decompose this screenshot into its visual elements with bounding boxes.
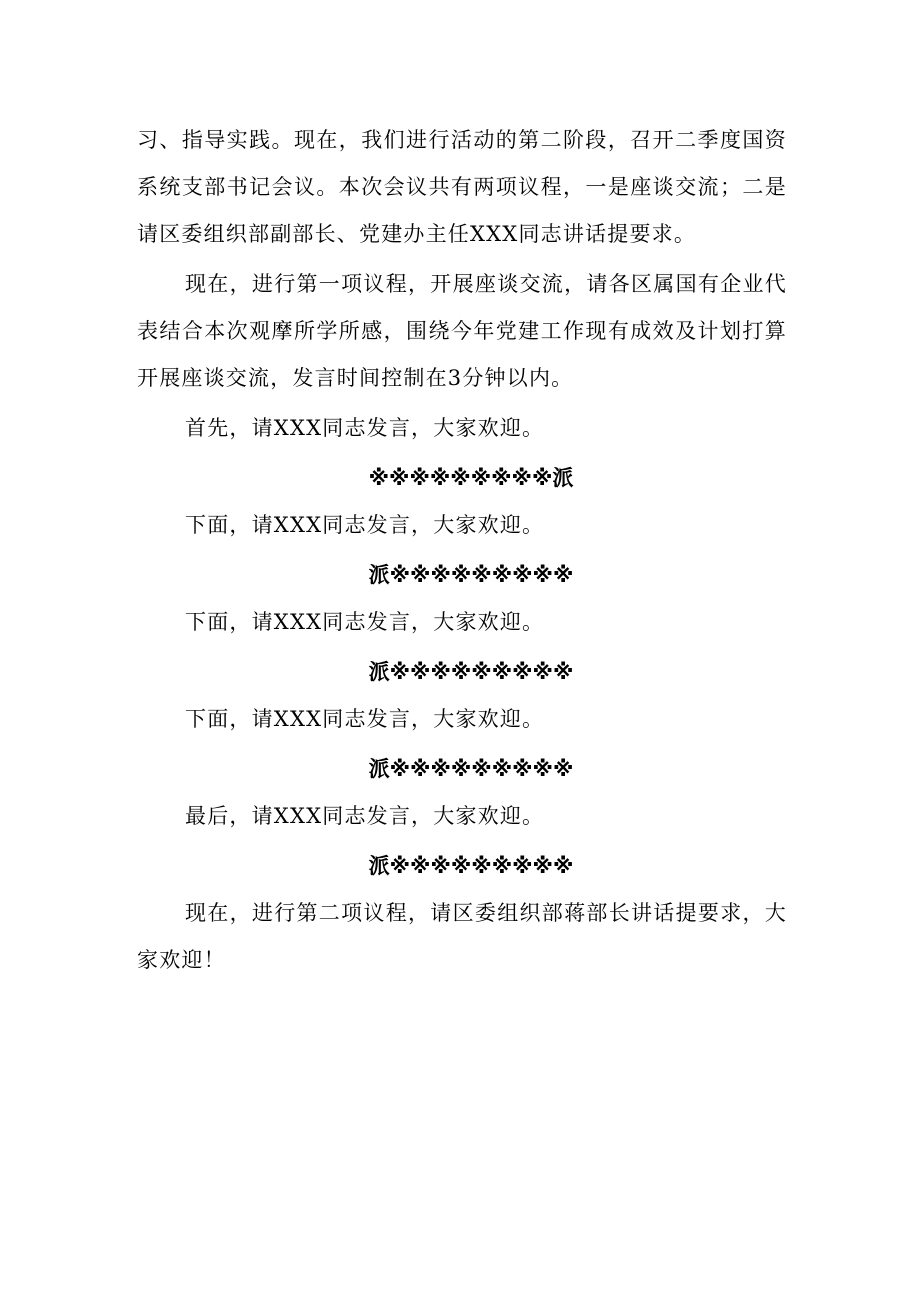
paragraph-last-speaker: 最后，请XXX同志发言，大家欢迎。 [185,804,545,828]
separator-line: 派※※※※※※※※※ [368,660,574,684]
paragraph-closing: 现在，进行第二项议程，请区委组织部蒋部长讲话提要求，大家欢迎！ [137,901,787,972]
separator-line: 派※※※※※※※※※ [368,757,574,781]
paragraph-speaker: 下面，请XXX同志发言，大家欢迎。 [185,707,545,731]
paragraph-speaker: 下面，请XXX同志发言，大家欢迎。 [185,610,545,634]
document-body [137,117,787,984]
separator-line: ※※※※※※※※※派 [368,466,574,490]
separator-line: 派※※※※※※※※※ [368,563,574,587]
paragraph-first-agenda: 现在，进行第一项议程，开展座谈交流，请各区属国有企业代表结合本次观摩所学所感，围绕今年党建工作现有成效及计划打算开展座谈交流，发言时间控制在3分钟以内。 [137,272,787,390]
paragraph-continuation: 习、指导实践。现在，我们进行活动的第二阶段，召开二季度国资系统支部书记会议。本次会议共有两项议程，一是座谈交流；二是请区委组织部副部长、党建办主任XXX同志讲话提要求。 [137,128,787,246]
paragraph-speaker: 下面，请XXX同志发言，大家欢迎。 [185,513,545,537]
separator-line: 派※※※※※※※※※ [368,854,574,878]
paragraph-first-speaker: 首先，请XXX同志发言，大家欢迎。 [185,416,545,440]
